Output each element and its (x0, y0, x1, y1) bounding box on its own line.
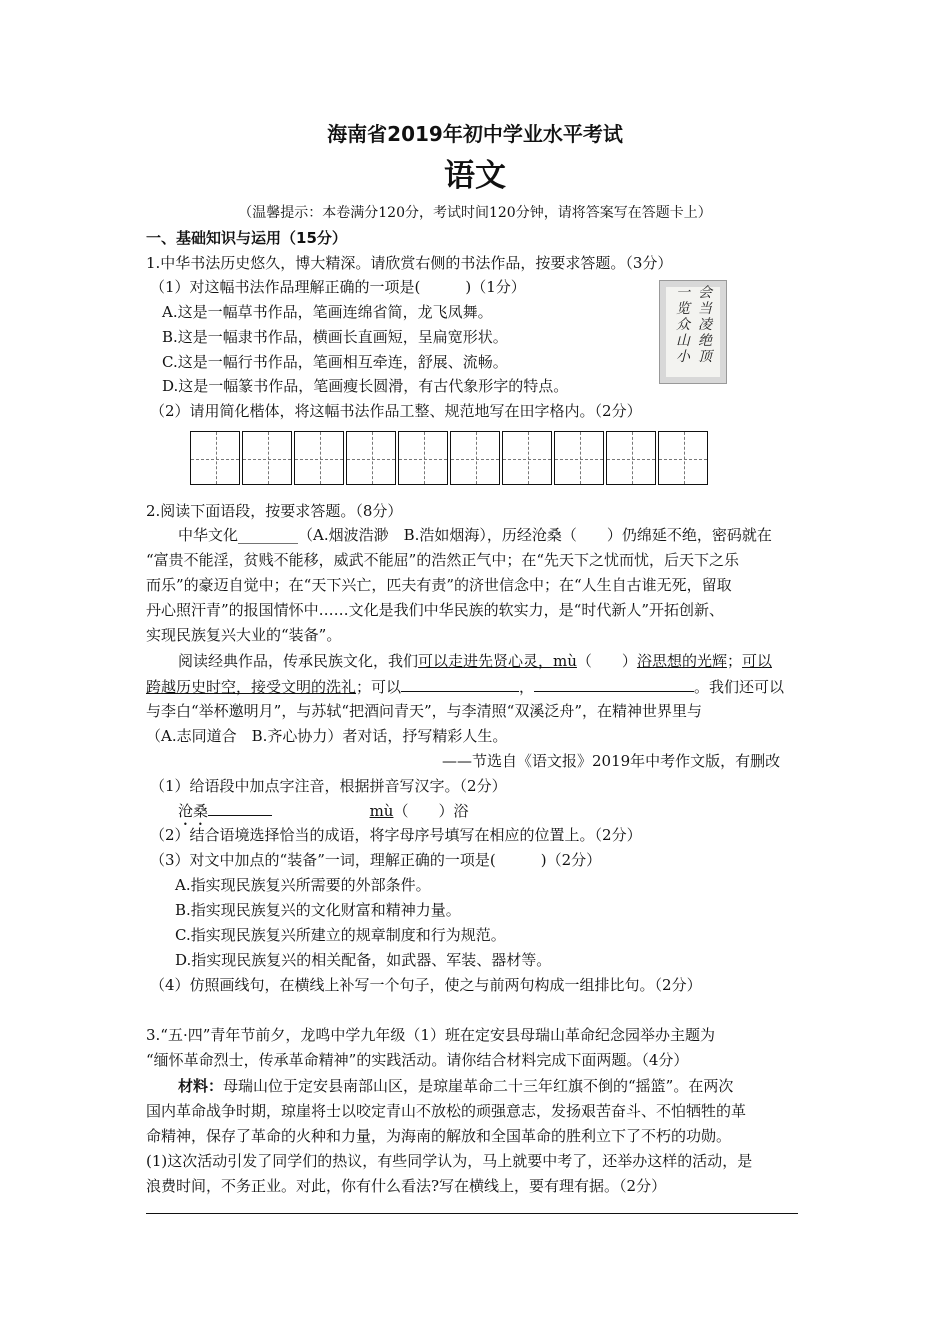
q3-stem-line1: 3.“五·四”青年节前夕，龙鸣中学九年级（1）班在定安县母瑞山革命纪念园举办主题为 (146, 1026, 715, 1044)
material-label: 材料： (178, 1077, 224, 1095)
q2-sub4: （4）仿照画线句，在横线上补写一个句子，使之与前两句构成一组排比句。（2分） (150, 976, 702, 994)
q2-para1-line4: 丹心照汗青”的报国情怀中……文化是我们中华民族的软实力，是“时代新人”开拓创新、 (146, 601, 725, 619)
q2-sub3-option-c: C.指实现民族复兴所建立的规章制度和行为规范。 (175, 926, 506, 944)
exam-hint: （温馨提示：本卷满分120分，考试时间120分钟，请将答案写在答题卡上） (238, 205, 712, 221)
q3-sub1-line2: 浪费时间，不务正业。对此，你有什么看法?写在横线上，要有理有据。（2分） (146, 1177, 667, 1195)
underlined-sentence-1-end: 浴思想的光辉 (636, 652, 727, 670)
subject-title: 语文 (444, 158, 506, 194)
q1-option-b: B.这是一幅隶书作品，横画长直画短，呈扁宽形状。 (162, 328, 508, 346)
q2-sub3: （3）对文中加点的“装备”一词，理解正确的一项是( )（2分） (150, 851, 602, 869)
q2-sub1: （1）给语段中加点字注音，根据拼音写汉字。（2分） (150, 777, 507, 795)
pinyin-mu: mù (553, 652, 577, 670)
underlined-sentence-2: 跨越历史时空，接受文明的洗礼 (146, 678, 357, 696)
calligraphy-left-column: 一览众山小 (676, 285, 690, 365)
q2-sub3-option-b: B.指实现民族复兴的文化财富和精神力量。 (175, 901, 461, 919)
material-text: 母瑞山位于定安县南部山区，是琼崖革命二十三年红旗不倒的“摇篮”。在两次 (223, 1077, 734, 1095)
grid-cell[interactable] (242, 431, 292, 485)
grid-cell[interactable] (450, 431, 500, 485)
q2-sub3-option-d: D.指实现民族复兴的相关配备，如武器、军装、器材等。 (175, 951, 552, 969)
q2-para1-line5: 实现民族复兴大业的“装备”。 (146, 626, 342, 644)
grid-cell[interactable] (658, 431, 708, 485)
q1-option-c: C.这是一幅行书作品，笔画相互牵连，舒展、流畅。 (162, 353, 508, 371)
q1-part1: （1）对这幅书法作品理解正确的一项是( )（1分） (150, 278, 526, 296)
grid-cell[interactable] (346, 431, 396, 485)
q2-para2-line1 (178, 651, 772, 671)
pinyin-mu: mù (369, 802, 394, 820)
q2-sub2: （2）结合语境选择恰当的成语，将字母序号填写在相应的位置上。（2分） (150, 826, 642, 844)
answer-line[interactable] (146, 1213, 798, 1214)
grid-cell[interactable] (398, 431, 448, 485)
exam-title: 海南省2019年初中学业水平考试 (327, 122, 623, 146)
q1-option-d: D.这是一幅篆书作品，笔画瘦长圆滑，有古代象形字的特点。 (162, 377, 569, 395)
grid-cell[interactable] (294, 431, 344, 485)
q3-material-line1 (178, 1076, 733, 1096)
dotted-word-canglsang: 沧桑 (178, 802, 209, 820)
grid-cell[interactable] (190, 431, 240, 485)
q2-sub3-option-a: A.指实现民族复兴所需要的外部条件。 (175, 876, 431, 894)
para2-text: 阅读经典作品，传承民族文化，我们 (178, 652, 419, 670)
para2-semicolon: ； (726, 652, 742, 670)
q2-para2-line2 (146, 676, 784, 697)
q2-para1-line2: “富贵不能淫，贫贱不能移，威武不能屈”的浩然正气中；在“先天下之忧而忧，后天下之乐 (146, 551, 740, 569)
answer-blank-text[interactable]: （ ）浴 (393, 802, 469, 820)
para2-text: 。我们还可以 (694, 678, 785, 696)
q2-para2-line4: （A.志同道合 B.齐心协力）者对话，抒写精彩人生。 (146, 727, 508, 745)
calligraphy-image (659, 280, 727, 384)
q3-stem-line2: “缅怀革命烈士，传承革命精神”的实践活动。请你结合材料完成下面两题。（4分） (146, 1051, 689, 1069)
calligraphy-right-column: 会当凌绝顶 (698, 285, 712, 365)
q3-material-line2: 国内革命战争时期，琼崖将士以咬定青山不放松的顽强意志，发扬艰苦奋斗、不怕牺牲的革 (146, 1102, 747, 1120)
para2-text: ；可以 (356, 678, 402, 696)
section-heading: 一、基础知识与运用（15分） (146, 229, 347, 247)
q2-stem: 2.阅读下面语段，按要求答题。（8分） (146, 502, 403, 520)
grid-cell[interactable] (554, 431, 604, 485)
para2-comma: ， (519, 678, 535, 696)
q1-part2: （2）请用简化楷体，将这幅书法作品工整、规范地写在田字格内。（2分） (150, 402, 642, 420)
answer-blank[interactable] (401, 676, 519, 692)
grid-cell[interactable] (502, 431, 552, 485)
q2-para1-line3: 而乐”的豪迈自觉中；在“天下兴亡，匹夫有责”的济世信念中；在“人生自古谁无死，留取 (146, 576, 732, 594)
underlined-sentence-1: 可以走进先贤心灵， (418, 652, 554, 670)
answer-blank[interactable] (534, 676, 694, 692)
q3-sub1-line1: (1)这次活动引发了同学们的热议，有些同学认为，马上就要中考了，还举办这样的活动，是 (146, 1152, 753, 1170)
q1-option-a: A.这是一幅草书作品，笔画连绵省简，龙飞凤舞。 (162, 303, 493, 321)
pinyin-blank[interactable]: （ ） (576, 652, 637, 670)
answer-blank[interactable] (208, 800, 272, 816)
q3-material-line3: 命精神，保存了革命的火种和力量，为海南的解放和全国革命的胜利立下了不朽的功勋。 (146, 1127, 732, 1145)
q2-source: ——节选自《语文报》2019年中考作文版，有删改 (442, 752, 781, 770)
q2-para1-line1: 中华文化________（A.烟波浩渺 B.浩如烟海），历经沧桑（ ）仍绵延不绝，密码就在 (178, 526, 772, 544)
q1-stem: 1.中华书法历史悠久，博大精深。请欣赏右侧的书法作品，按要求答题。（3分） (146, 254, 673, 272)
grid-cell[interactable] (606, 431, 656, 485)
tianzige-grid[interactable] (190, 431, 707, 487)
q2-para2-line3: 与李白“举杯邀明月”，与苏轼“把酒问青天”，与李清照“双溪泛舟”，在精神世界里与 (146, 702, 703, 720)
underlined-sentence-2-start: 可以 (741, 652, 772, 670)
